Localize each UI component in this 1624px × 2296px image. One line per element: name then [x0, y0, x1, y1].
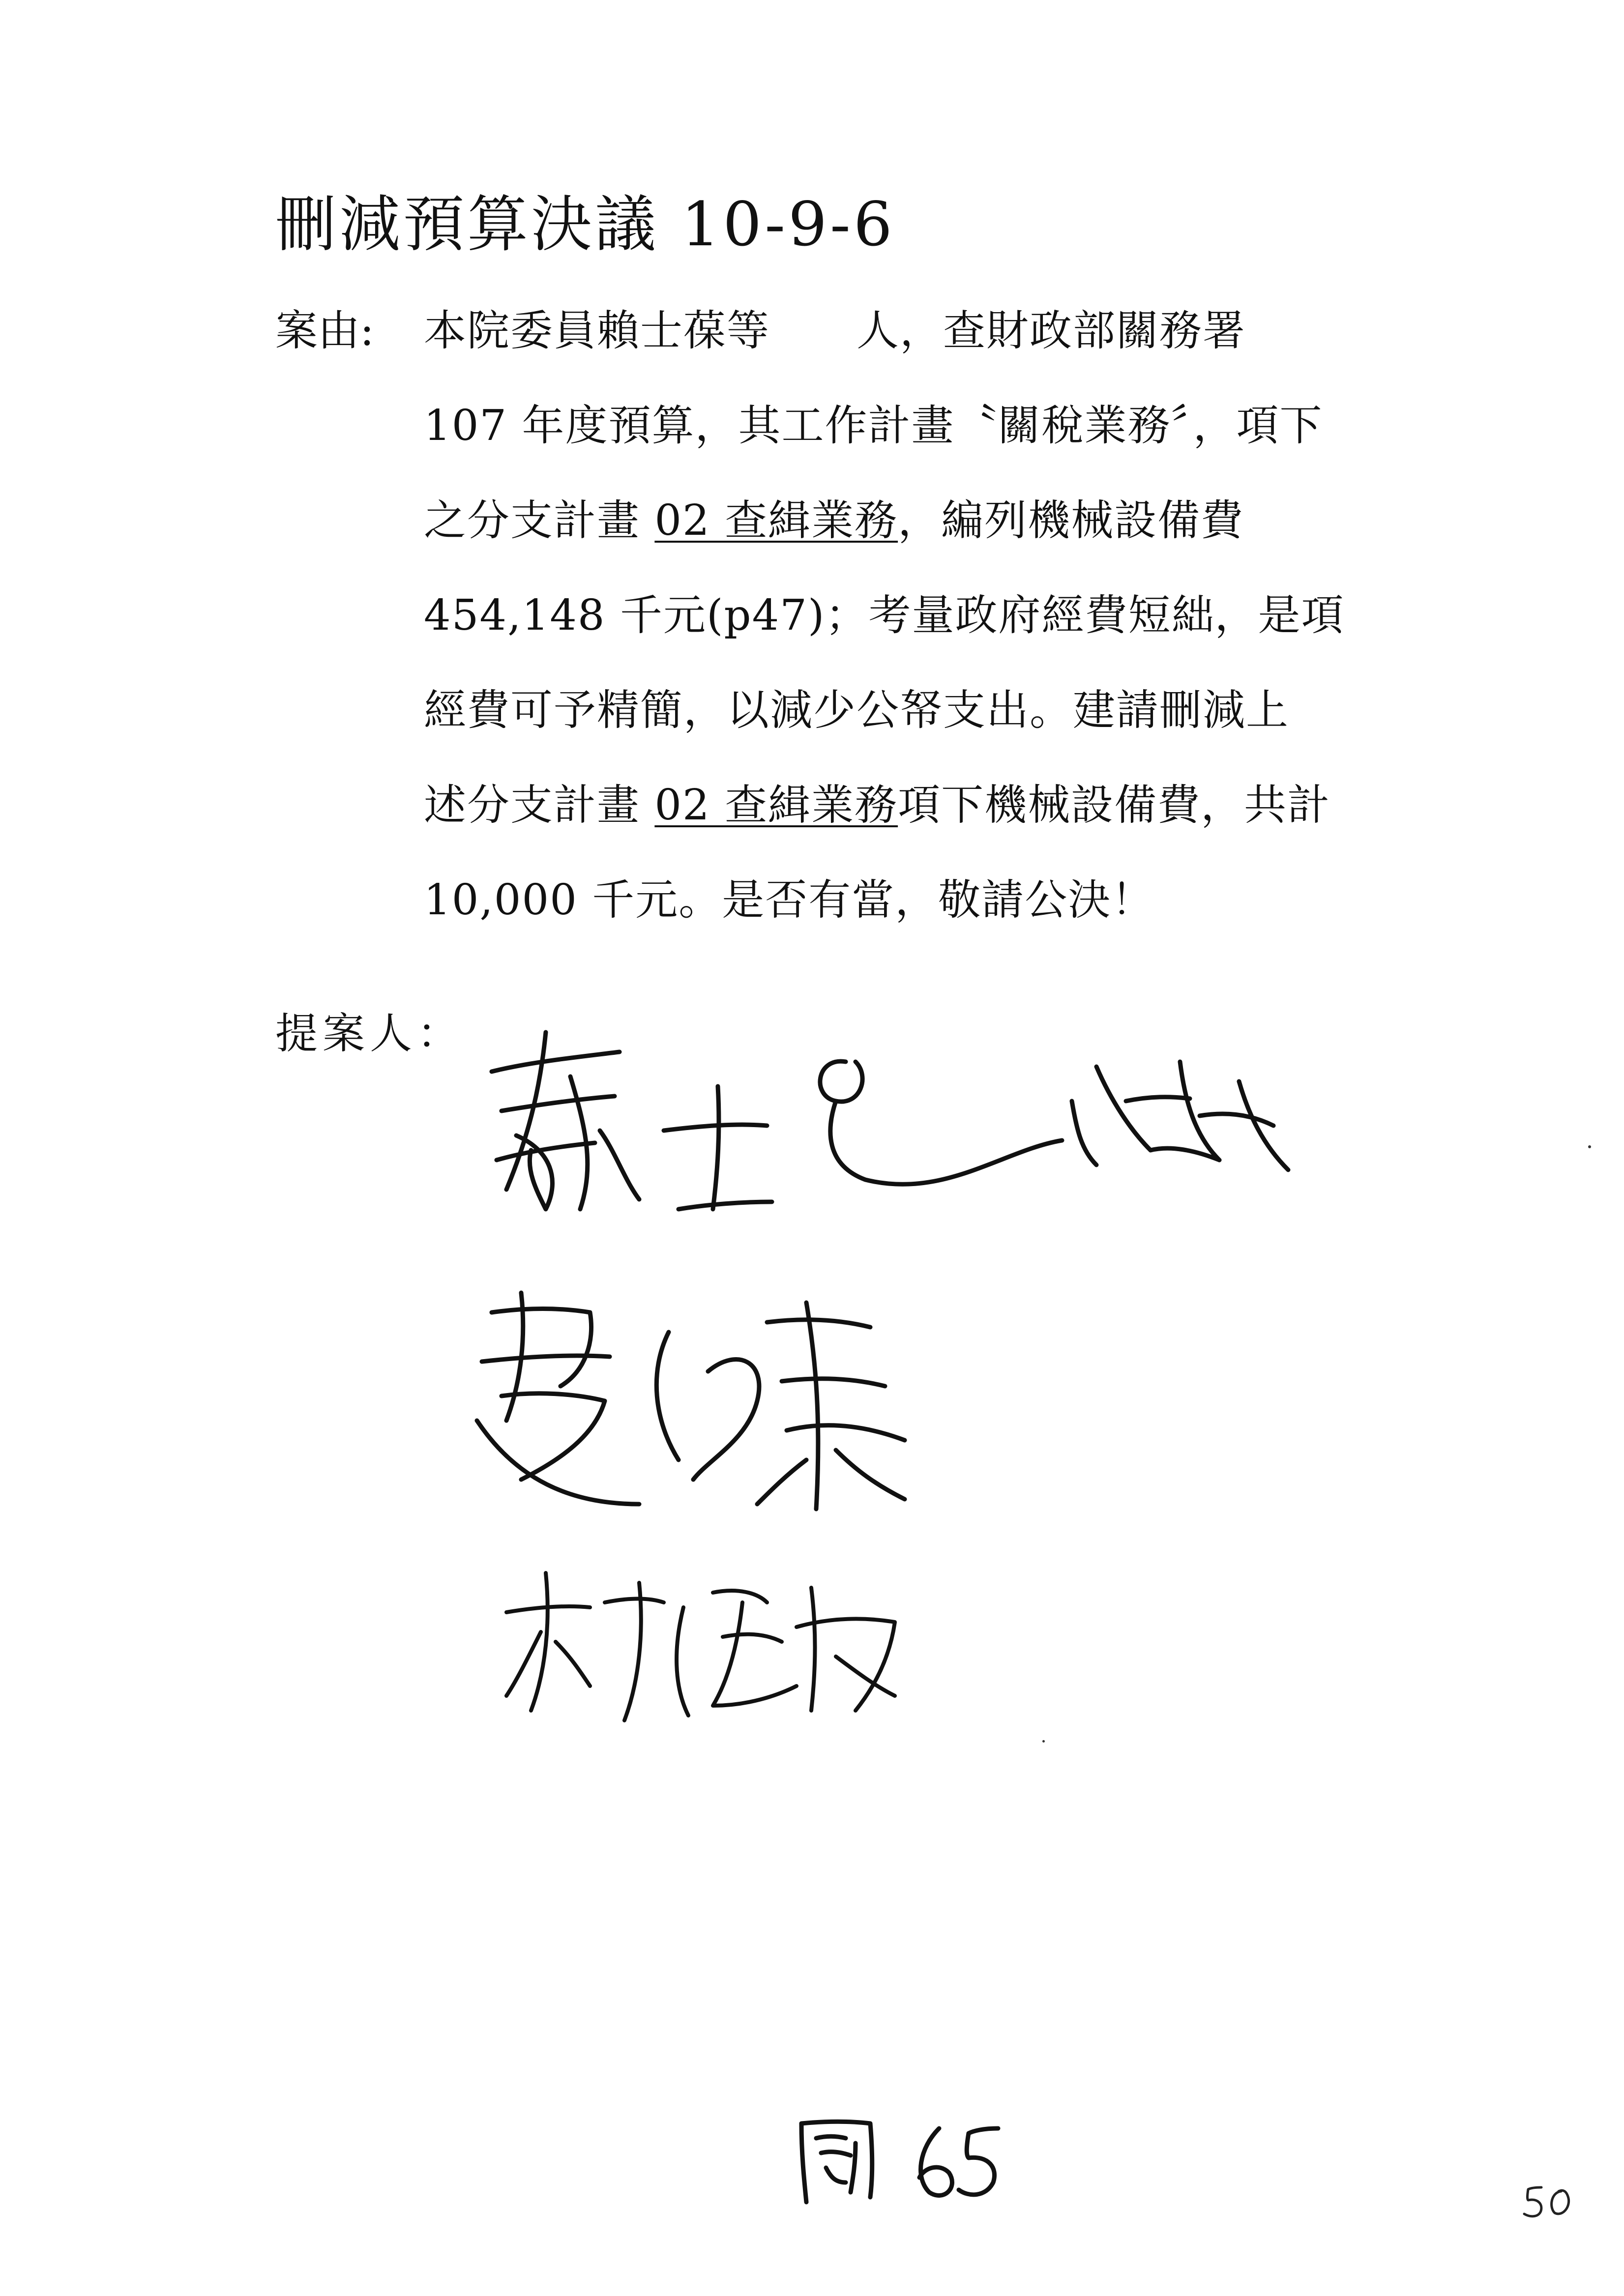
handwritten-page-number-icon — [1519, 2182, 1578, 2224]
reason-text: 項下機械設備費，共計 — [898, 781, 1331, 830]
reason-line — [424, 686, 1407, 784]
reason-body — [424, 306, 1407, 974]
handwritten-mark-icon — [792, 2109, 1008, 2209]
handwritten-signature-3-icon — [492, 1548, 934, 1735]
underlined-text: 02 查緝業務 — [654, 496, 898, 545]
reason-text: 107 年度預算，其工作計畫〝關稅業務〞，項下 — [424, 401, 1323, 450]
reason-line — [424, 496, 1407, 594]
reason-text: ，編列機械設備費 — [898, 496, 1244, 545]
reason-text: 經費可予精簡，以減少公帑支出。建請刪減上 — [424, 686, 1289, 735]
reason-text: 述分支計畫 — [424, 781, 655, 830]
handwritten-signature-1-icon — [472, 1003, 1308, 1229]
underlined-text: 02 查緝業務 — [654, 781, 898, 830]
reason-line — [424, 401, 1407, 499]
reason-line — [424, 591, 1407, 689]
reason-text: 10,000 千元。是否有當，敬請公決！ — [424, 875, 1155, 925]
handwritten-signature-2-icon — [462, 1273, 1003, 1529]
proposer-label: 提案人： — [275, 1009, 464, 1058]
scan-speck — [1042, 1740, 1045, 1743]
reason-line — [424, 875, 1407, 974]
scan-speck — [1588, 1145, 1591, 1148]
reason-line — [424, 306, 1407, 405]
reason-line — [424, 781, 1407, 879]
reason-text: 之分支計畫 — [424, 496, 655, 545]
reason-text: 本院委員賴士葆等 人，查財政部關務署 — [424, 306, 1246, 355]
document-title: 刪減預算決議 10-9-6 — [275, 189, 895, 260]
reason-text: 454,148 千元(p47)；考量政府經費短絀，是項 — [424, 591, 1345, 640]
reason-label: 案由: — [275, 306, 374, 355]
